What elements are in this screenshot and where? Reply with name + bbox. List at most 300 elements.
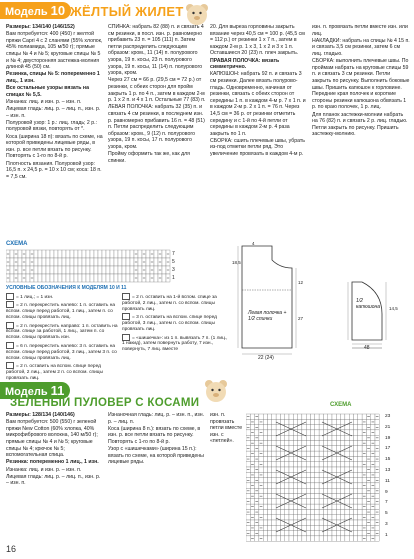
dim-label: 27: [298, 316, 304, 321]
chart-cell: [272, 462, 276, 467]
chart-cell: [315, 467, 319, 472]
chart-cell: [114, 258, 118, 266]
chart-cell: [280, 483, 284, 488]
chart-cell: [319, 478, 323, 483]
model11-column-3: [210, 412, 246, 446]
chart-cell: [255, 451, 259, 456]
chart-cell: [349, 478, 353, 483]
chart-cell: [306, 520, 310, 525]
chart-cell: [250, 425, 254, 430]
chart-cell: [276, 499, 280, 504]
chart-cell: [354, 451, 358, 456]
chart-cell: [54, 258, 58, 266]
chart-cell: [268, 531, 272, 536]
chart-cell: [302, 451, 306, 456]
chart-cell: [323, 441, 327, 446]
model11-scheme-label: СХЕМА: [330, 402, 352, 408]
chart-cell: [349, 520, 353, 525]
chart-cell: [345, 531, 349, 536]
chart-cell: [280, 536, 284, 541]
paragraph: 20. Для выреза горловины закрыть вязание через 40,5 см = 100 р. (45,5 см = 112 р.) от резинки 1 х 7 п., затем в каждом 2-м р. 1 х 3, 1 х 2 и 3 х 1 п. Оставшиеся 20 (23) п. плеч закрыть.: [210, 24, 305, 57]
chart-cell: [319, 456, 323, 461]
row-number: 19: [385, 435, 391, 441]
chart-cell: [10, 250, 14, 258]
chart-cell: [298, 509, 302, 514]
chart-cell: [319, 430, 323, 435]
chart-cell: [268, 483, 272, 488]
chart-cell: [319, 504, 323, 509]
chart-cell: [276, 414, 280, 419]
chart-cell: [298, 467, 302, 472]
chart-cell: [263, 456, 267, 461]
row-number: 7: [172, 251, 175, 257]
chart-cell: [306, 446, 310, 451]
chart-cell: [362, 478, 366, 483]
chart-cell: [268, 451, 272, 456]
chart-cell: [276, 525, 280, 530]
model10-knit-chart: [6, 249, 226, 283]
chart-cell: [272, 456, 276, 461]
model10-column-2: [108, 24, 206, 165]
chart-cell: [349, 419, 353, 424]
chart-cell: [306, 494, 310, 499]
chart-cell: [336, 483, 340, 488]
chart-cell: [332, 456, 336, 461]
chart-cell: [319, 451, 323, 456]
chart-cell: [354, 430, 358, 435]
chart-cell: [102, 250, 106, 258]
chart-cell: [263, 430, 267, 435]
chart-cell: [371, 446, 375, 451]
chart-cell: [280, 425, 284, 430]
cross-right-icon: [6, 322, 14, 329]
chart-cell: [250, 414, 254, 419]
chart-cell: [162, 274, 166, 282]
chart-cell: [298, 515, 302, 520]
chart-cell: [311, 430, 315, 435]
chart-cell: [263, 531, 267, 536]
chart-cell: [268, 494, 272, 499]
chart-cell: [349, 525, 353, 530]
chart-cell: [276, 536, 280, 541]
chart-cell: [323, 499, 327, 504]
hood-label: 1/2 капюшона: [356, 298, 381, 310]
chart-cell: [328, 441, 332, 446]
chart-cell: [118, 258, 122, 266]
chart-cell: [280, 462, 284, 467]
chart-cell: [255, 441, 259, 446]
chart-cell: [154, 266, 158, 274]
chart-cell: [319, 472, 323, 477]
row-number: 5: [172, 259, 175, 265]
chart-cell: [154, 258, 158, 266]
chart-cell: [293, 414, 297, 419]
chart-cell: [289, 435, 293, 440]
chart-cell: [354, 488, 358, 493]
legend-column-1: [6, 293, 118, 383]
chart-cell: [110, 258, 114, 266]
chart-cell: [272, 499, 276, 504]
chart-cell: [306, 483, 310, 488]
chart-cell: [315, 441, 319, 446]
chart-cell: [366, 430, 370, 435]
chart-cell: [358, 504, 362, 509]
chart-cell: [94, 258, 98, 266]
chart-cell: [58, 258, 62, 266]
chart-cell: [272, 504, 276, 509]
paragraph: Коса (ширина 8 п.): вязать по схеме, в изн. р. все петли вязать по рисунку. Повторять с 1-го по 8-й р.: [108, 425, 201, 445]
chart-cell: [272, 520, 276, 525]
cross-left-icon: [6, 301, 14, 308]
chart-cell: [362, 414, 366, 419]
chart-cell: [138, 266, 142, 274]
chart-cell: [302, 441, 306, 446]
chart-cell: [362, 435, 366, 440]
legend-item: = 1 лиц.; = 1 изн.: [6, 293, 118, 301]
chart-cell: [358, 483, 362, 488]
model11-column-2: [108, 412, 206, 467]
chart-cell: [46, 250, 50, 258]
chart-cell: [10, 258, 14, 266]
chart-cell: [349, 414, 353, 419]
chart-cell: [362, 499, 366, 504]
chart-cell: [349, 462, 353, 467]
chart-cell: [94, 266, 98, 274]
chart-cell: [289, 462, 293, 467]
row-number: 11: [385, 478, 390, 484]
chart-cell: [336, 441, 340, 446]
chart-cell: [366, 525, 370, 530]
chart-cell: [375, 441, 379, 446]
chart-cell: [319, 509, 323, 514]
chart-cell: [272, 419, 276, 424]
chart-cell: [371, 478, 375, 483]
model10-column-3: [210, 24, 308, 158]
chart-cell: [336, 435, 340, 440]
chart-cell: [268, 504, 272, 509]
chart-cell: [255, 472, 259, 477]
chart-cell: [98, 266, 102, 274]
dim-bottom-width: 22 (24): [258, 355, 274, 361]
paragraph: Вам потребуется: 400 (450) г желтой пряжи Capri 4 с 2 сланями (55% хлопок, 45% полиамида, 105 м/50 г); прямые спицы № 4 и № 5; круговые спицы № 5 и № 4; двусторонняя застежка-молния длиной 45 (50) см.: [6, 31, 103, 71]
chart-cell: [298, 419, 302, 424]
chart-cell: [268, 472, 272, 477]
chart-cell: [272, 446, 276, 451]
chart-cell: [78, 258, 82, 266]
chart-cell: [272, 451, 276, 456]
chart-cell: [319, 425, 323, 430]
paragraph: Узор с «шишечками» (ширина 15 п.): вязать по схеме, на которой приведены лицевые ряды.: [108, 446, 204, 466]
chart-cell: [289, 441, 293, 446]
chart-cell: [358, 414, 362, 419]
chart-cell: [246, 515, 250, 520]
chart-cell: [293, 531, 297, 536]
legend-item: = 2 п. перекрестить направо: 1 п. оставить на вспом. спице за работой, 1 лиц., затем п. со вспом. спицы провязать изн.: [6, 323, 118, 341]
chart-cell: [263, 478, 267, 483]
chart-cell: [255, 504, 259, 509]
chart-cell: [289, 536, 293, 541]
chart-cell: [98, 274, 102, 282]
chart-cell: [34, 266, 38, 274]
chart-cell: [66, 266, 70, 274]
chart-cell: [114, 266, 118, 274]
chart-cell: [110, 250, 114, 258]
chart-cell: [358, 419, 362, 424]
chart-cell: [78, 274, 82, 282]
chart-cell: [289, 467, 293, 472]
chart-cell: [58, 250, 62, 258]
chart-cell: [328, 509, 332, 514]
chart-cell: [280, 488, 284, 493]
chart-cell: [349, 425, 353, 430]
chart-cell: [358, 536, 362, 541]
chart-cell: [311, 504, 315, 509]
chart-cell: [319, 435, 323, 440]
chart-cell: [311, 451, 315, 456]
chart-cell: [371, 509, 375, 514]
chart-cell: [26, 250, 30, 258]
chart-cell: [345, 509, 349, 514]
chart-cell: [336, 504, 340, 509]
legend-item: = 6 п. перекрестить налево: 3 п. оставить на вспом. спице перед работой, 3 лиц., затем 3 п. со вспом. спицы провязать лиц.: [6, 343, 117, 361]
paragraph: КАПЮШОН: набрать 92 п. и связать 3 см резинки. Далее вязать полурово-гладь. Одновременно, начиная от резинки, связать с обеих сторон от середины 1 п. в каждом 4-м р. 7 х 1 п. и в каждом 2-м р. 2 х 1 п. = 76 п. Через 14,5 см = 36 р. от резинки отметить середину и с 1-й по 4-й петли от середины в каждом 2-м р. 4 раза закрыть по 1 п.: [210, 71, 306, 137]
chart-cell: [349, 536, 353, 541]
chart-cell: [293, 536, 297, 541]
chart-cell: [306, 414, 310, 419]
chart-cell: [98, 250, 102, 258]
chart-cell: [285, 515, 289, 520]
chart-cell: [280, 531, 284, 536]
paragraph: изн. п. провязать петли вместе изн. или лиц.: [312, 24, 408, 37]
chart-cell: [268, 446, 272, 451]
chart-cell: [272, 467, 276, 472]
chart-cell: [289, 488, 293, 493]
chart-cell: [311, 478, 315, 483]
panel-label: Левая полочка + 1/2 спинки: [248, 310, 287, 322]
chart-cell: [375, 494, 379, 499]
chart-cell: [268, 488, 272, 493]
chart-cell: [328, 515, 332, 520]
chart-cell: [276, 451, 280, 456]
chart-cell: [58, 274, 62, 282]
chart-cell: [293, 435, 297, 440]
chart-cell: [366, 494, 370, 499]
chart-cell: [102, 274, 106, 282]
chart-cell: [311, 419, 315, 424]
chart-cell: [306, 488, 310, 493]
legend-item: = «шишечка»: из 1 п. вывязать 7 п. (1 лиц., 1 накид), затем повернуть работу, 7 изн., повернуть, 7 лиц. вместе: [122, 335, 228, 353]
chart-cell: [323, 414, 327, 419]
chart-cell: [332, 441, 336, 446]
chart-cell: [268, 536, 272, 541]
chart-cell: [272, 472, 276, 477]
chart-cell: [328, 531, 332, 536]
paragraph: Полуровой узор: 1 р.: лиц. гладь; 2 р.: полуровой вязки, повторять от *.: [6, 119, 98, 133]
chart-cell: [302, 520, 306, 525]
chart-cell: [328, 488, 332, 493]
chart-cell: [315, 515, 319, 520]
chart-cell: [285, 456, 289, 461]
chart-cell: [18, 258, 22, 266]
chart-cell: [306, 425, 310, 430]
chart-cell: [315, 520, 319, 525]
chart-cell: [341, 462, 345, 467]
chart-cell: [122, 258, 126, 266]
chart-cell: [298, 462, 302, 467]
chart-cell: [319, 467, 323, 472]
chart-cell: [306, 531, 310, 536]
chart-cell: [319, 488, 323, 493]
chart-cell: [74, 258, 78, 266]
chart-cell: [298, 435, 302, 440]
chart-cell: [154, 274, 158, 282]
chart-cell: [349, 472, 353, 477]
chart-cell: [341, 467, 345, 472]
chart-cell: [74, 250, 78, 258]
chart-cell: [302, 425, 306, 430]
chart-cell: [354, 435, 358, 440]
paragraph: Пройму оформить так же, как для спинки.: [108, 151, 190, 164]
chart-cell: [146, 250, 150, 258]
chart-cell: [255, 483, 259, 488]
chart-cell: [302, 472, 306, 477]
paragraph: Через 27 см = 66 р. (29,5 см = 72 р.) от резинки, с обеих сторон для пройм закрыть 1 р. по 4 п., затем в каждом 2-м р. 1 х 2 п. и 4 х 1 п. Остальные 77 (83) п.: [108, 77, 206, 104]
chart-cell: [311, 456, 315, 461]
chart-cell: [332, 435, 336, 440]
chart-cell: [315, 531, 319, 536]
chart-cell: [371, 499, 375, 504]
chart-cell: [293, 515, 297, 520]
chart-cell: [311, 435, 315, 440]
chart-cell: [98, 258, 102, 266]
chart-cell: [332, 494, 336, 499]
chart-cell: [285, 536, 289, 541]
chart-cell: [106, 266, 110, 274]
chart-cell: [319, 462, 323, 467]
chart-cell: [268, 425, 272, 430]
chart-cell: [306, 525, 310, 530]
chart-cell: [315, 425, 319, 430]
chart-cell: [315, 504, 319, 509]
chart-cell: [276, 509, 280, 514]
chart-cell: [285, 419, 289, 424]
chart-cell: [375, 536, 379, 541]
paragraph: Коса (ширина 18 п): вязать по схеме, на которой приведены лицевые ряды, в изн. р. все петли вязать по рисунку. Повторять с 1-го по 8-й р.: [6, 133, 103, 160]
chart-cell: [375, 419, 379, 424]
chart-cell: [358, 467, 362, 472]
chart-cell: [345, 462, 349, 467]
paragraph: СПИНКА: набрать 82 (88) п. и связать 4 см резинки, в посл. изн. р. равномерно прибавить 23 п. = 105 (111) п. Затем петли распределить следующим образом: кром., 11 (14) п. полурового узора, 19 п. косы, 23 п. полурового узора, 19 п. косы, 11 (14) п. полурового узора, кром.: [108, 24, 204, 77]
chart-cell: [263, 462, 267, 467]
chart-cell: [250, 467, 254, 472]
chart-cell: [122, 274, 126, 282]
chart-cell: [311, 462, 315, 467]
chart-cell: [82, 266, 86, 274]
chart-cell: [62, 274, 66, 282]
chart-cell: [332, 504, 336, 509]
chart-cell: [358, 494, 362, 499]
chart-cell: [122, 250, 126, 258]
chart-cell: [46, 258, 50, 266]
paragraph: Изнанка: лиц. и изн. р. – изн. п.: [6, 466, 82, 473]
paragraph: Лицевая гладь: лиц. р. – лиц. п., изн. р. – изн. п.: [6, 106, 101, 119]
chart-cell: [289, 509, 293, 514]
chart-cell: [272, 509, 276, 514]
garment-schematic: [232, 240, 412, 364]
chart-cell: [263, 520, 267, 525]
chart-cell: [90, 250, 94, 258]
chart-cell: [371, 456, 375, 461]
chart-cell: [126, 266, 130, 274]
chart-cell: [259, 435, 263, 440]
bobble-icon: [122, 334, 130, 341]
chart-cell: [146, 274, 150, 282]
chart-cell: [332, 414, 336, 419]
chart-cell: [306, 462, 310, 467]
chart-cell: [358, 451, 362, 456]
chart-cell: [375, 472, 379, 477]
chart-cell: [358, 425, 362, 430]
chart-cell: [272, 414, 276, 419]
chart-cell: [289, 414, 293, 419]
chart-cell: [42, 266, 46, 274]
row-number: 7: [385, 500, 388, 506]
chart-cell: [259, 467, 263, 472]
paragraph: Лицевая гладь: лиц. р. – лиц. п., изн. р. – изн. п.: [6, 473, 101, 487]
chart-cell: [246, 419, 250, 424]
chart-cell: [311, 467, 315, 472]
cable-6-icon: [6, 342, 14, 349]
chart-cell: [311, 425, 315, 430]
chart-cell: [263, 536, 267, 541]
chart-cell: [272, 488, 276, 493]
chart-cell: [114, 274, 118, 282]
dim-label: 14,5: [389, 306, 398, 311]
chart-cell: [263, 483, 267, 488]
chart-cell: [138, 274, 142, 282]
chart-cell: [345, 536, 349, 541]
chart-cell: [341, 483, 345, 488]
chart-cell: [268, 525, 272, 530]
paragraph: ЛЕВАЯ ПОЛОЧКА: набрать 32 (35) п. и связать 4 см резинки, в последнем изн. р. равномерно прибавить 16 п. = 48 (51) п. Петли распределить следующим образом: кром., 9 (12) п. полурового узора, 19 п. косы, 17 п. полурового узора, кром.: [108, 104, 205, 150]
chart-cell: [38, 258, 42, 266]
chart-cell: [26, 266, 30, 274]
chart-cell: [272, 531, 276, 536]
chart-cell: [366, 441, 370, 446]
chart-cell: [371, 425, 375, 430]
chart-cell: [10, 274, 14, 282]
paragraph: Размеры: 128/134 (140/146): [6, 412, 75, 418]
chart-cell: [46, 266, 50, 274]
chart-cell: [315, 419, 319, 424]
chart-cell: [18, 266, 22, 274]
chart-cell: [289, 456, 293, 461]
chart-cell: [345, 499, 349, 504]
legend-item: = 2 п. перекрестить налево: 1 п. оставить на вспом. спице перед работой, 1 лиц., затем п. со вспом. спицы провязать лиц.: [6, 303, 116, 321]
chart-cell: [86, 266, 90, 274]
chart-cell: [285, 462, 289, 467]
row-number: 1: [172, 275, 175, 281]
chart-cell: [302, 504, 306, 509]
chart-cell: [306, 536, 310, 541]
chart-cell: [263, 525, 267, 530]
model11-knit-chart: [246, 412, 382, 542]
chart-cell: [50, 250, 54, 258]
row-number: 21: [385, 424, 391, 430]
chart-cell: [246, 494, 250, 499]
chart-cell: [306, 451, 310, 456]
chart-cell: [366, 483, 370, 488]
